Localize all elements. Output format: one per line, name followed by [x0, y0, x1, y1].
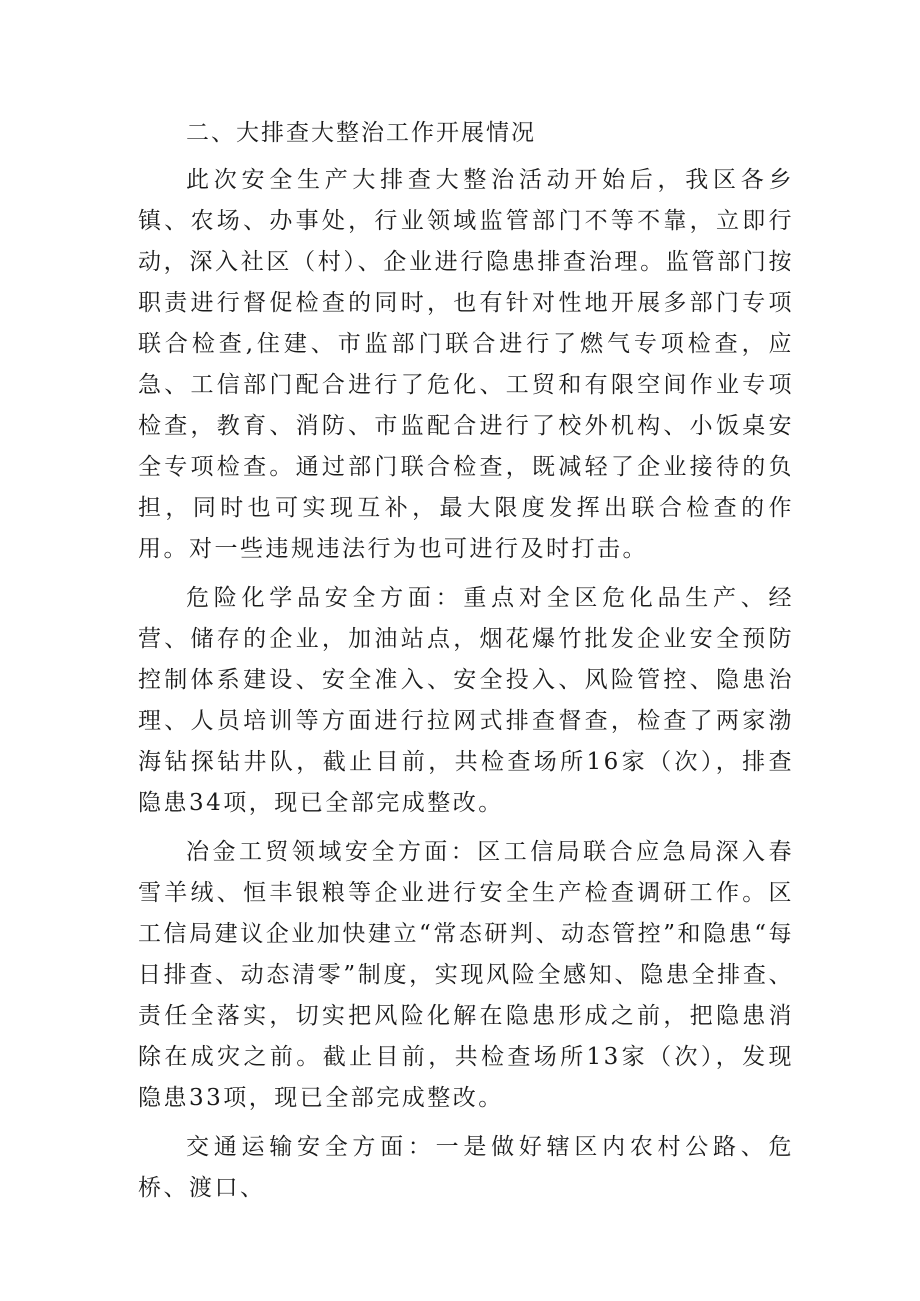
paragraph-metallurgy-trade: 冶金工贸领域安全方面：区工信局联合应急局深入春雪羊绒、恒丰银粮等企业进行安全生产检查调研工作。区工信局建议企业加快建立“常态研判、动态管控”和隐患“每日排查、动态清零”制度，实现风险全感知、隐患全排查、责任全落实，切实把风险化解在隐患形成之前，把隐患消除在成灾之前。截止目前，共检查场所13家（次），发现隐患33项，现已全部完成整改。 — [138, 839, 794, 1111]
paragraph-joint-inspection: 此次安全生产大排查大整治活动开始后，我区各乡镇、农场、办事处，行业领域监管部门不等不靠，立即行动，深入社区（村）、企业进行隐患排查治理。监管部门按职责进行督促检查的同时，也有针对性地开展多部门专项联合检查,住建、市监部门联合进行了燃气专项检查，应急、工信部门配合进行了危化、工贸和有限空间作业专项检查，教育、消防、市监配合进行了校外机构、小饭桌安全专项检查。通过部门联合检查，既减轻了企业接待的负担，同时也可实现互补，最大限度发挥出联合检查的作用。对一些违规违法行为也可进行及时打击。 — [138, 167, 794, 562]
document-body — [138, 113, 794, 1217]
paragraph-hazardous-chemicals: 危险化学品安全方面：重点对全区危化品生产、经营、储存的企业，加油站点，烟花爆竹批发企业安全预防控制体系建设、安全准入、安全投入、风险管控、隐患治理、人员培训等方面进行拉网式排查督查，检查了两家渤海钻探钻井队，截止目前，共检查场所16家（次），排查隐患34项，现已全部完成整改。 — [138, 585, 794, 816]
paragraph-transportation: 交通运输安全方面：一是做好辖区内农村公路、危桥、渡口、 — [138, 1134, 794, 1201]
section-heading: 二、大排查大整治工作开展情况 — [186, 120, 536, 146]
